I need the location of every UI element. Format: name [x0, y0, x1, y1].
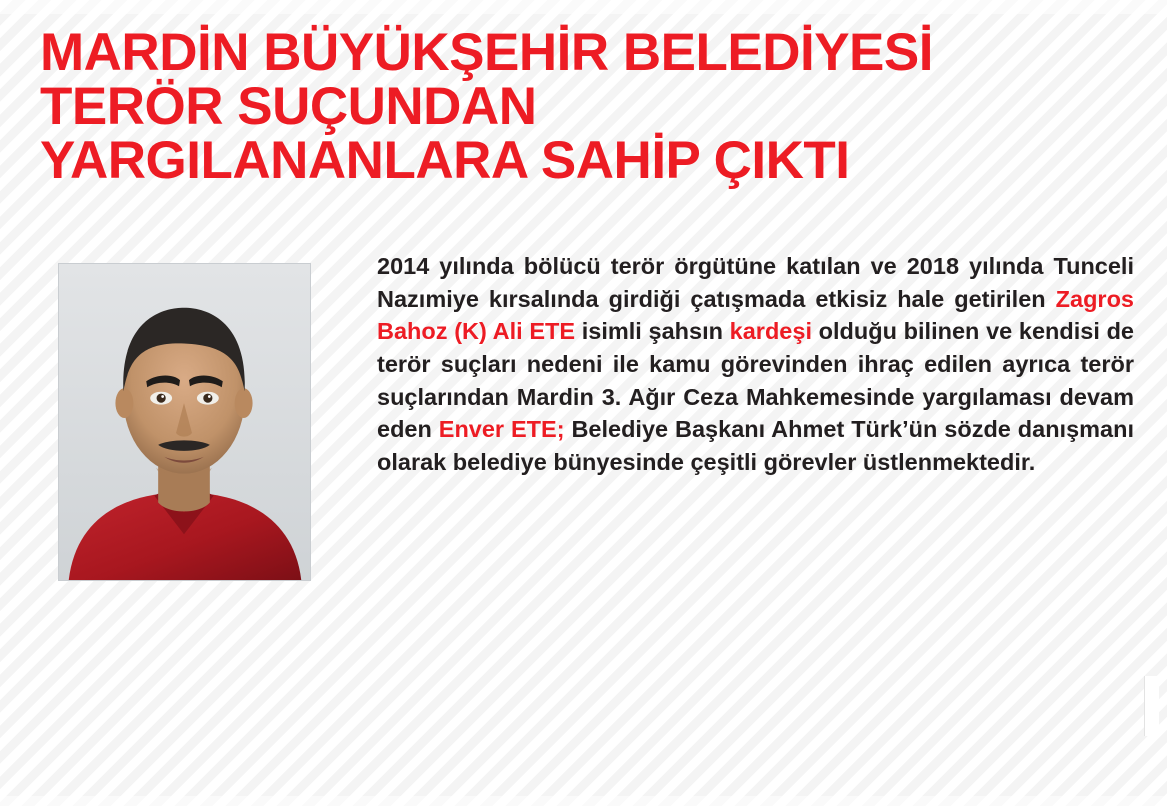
headline-line-2: TERÖR SUÇUNDAN [40, 77, 537, 137]
right-edge-marker [1144, 676, 1159, 736]
headline-line-1: MARDİN BÜYÜKŞEHİR BELEDİYESİ [40, 23, 933, 82]
portrait-photo [58, 263, 311, 581]
body-highlight: kardeşi [729, 318, 812, 345]
top-strip [0, 0, 1167, 14]
body-highlight: Zagros Bahoz (K) Ali ETE [377, 285, 1134, 345]
body-text-run: Belediye Başkanı Ahmet Türk’ün sözde danışmanı olarak belediye bünyesinde çeşitli görevler üstlenmektedir. [377, 416, 1135, 475]
body-text-run: isimli şahsın [575, 318, 730, 345]
portrait-photo-graphic [59, 264, 310, 580]
page-title [40, 23, 1130, 191]
body-text-run: olduğu bilinen ve kendisi de terör suçları nedeni ile kamu görevinden ihraç edilen ayrıca terör suçlarından Mardin 3. Ağır Ceza Mahkemesinde yargılaması devam eden [377, 318, 1134, 443]
body-text-run: 2014 yılında bölücü terör örgütüne katılan ve 2018 yılında Tunceli Nazımiye kırsalında girdiği çatışmada etkisiz hale getirilen [377, 253, 1134, 312]
article-body [377, 250, 1134, 479]
body-highlight: Enver ETE; [438, 416, 565, 443]
headline-line-3: YARGILANANLARA SAHİP ÇIKTI [40, 131, 850, 191]
bottom-band [0, 796, 1167, 806]
